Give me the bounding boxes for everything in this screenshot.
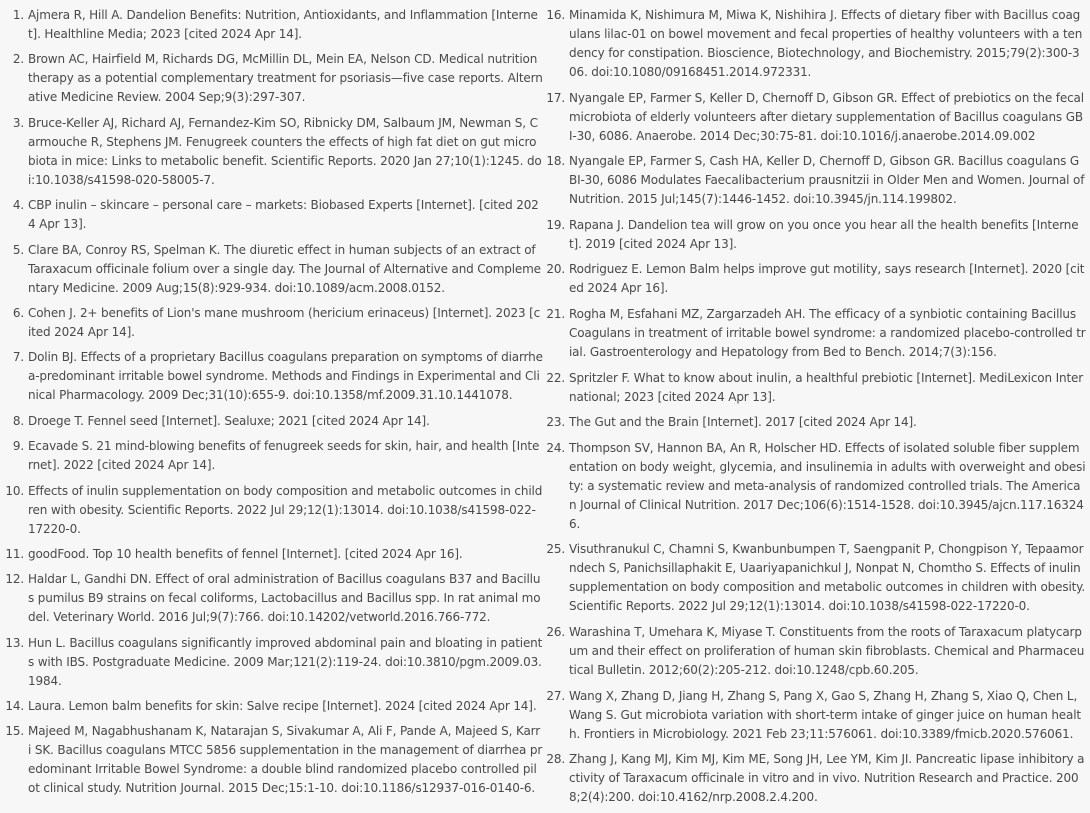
reference-item [545, 6, 1086, 82]
reference-item [4, 6, 543, 44]
reference-text: Bruce-Keller AJ, Richard AJ, Fernandez-Kim SO, Ribnicky DM, Salbaum JM, Newman S, Carmouche R, Stephens JM. Fenugreek counters the effects of high fat diet on gut microbiota in mice: Links to metabolic benefit. Scientific Reports. 2020 Jan 27;10(1):1245. doi:10.1038/s41598-020-58005-7. [28, 115, 542, 187]
reference-text: Ajmera R, Hill A. Dandelion Benefits: Nutrition, Antioxidants, and Inflammation [Internet]. Healthline Media; 2023 [cited 2024 Apr 14]. [28, 8, 538, 41]
reference-item [4, 114, 543, 190]
reference-number: 20. [546, 262, 565, 277]
reference-text: Nyangale EP, Farmer S, Cash HA, Keller D, Chernoff D, Gibson GR. Bacillus coagulans GBI-30, 6086 Modulates Faecalibacterium prausnitzii in Older Men and Women. Journal of Nutrition. 2015 Jul;145(7):1446-1452. doi:10.3945/jn.114.199802. [569, 154, 1085, 207]
reference-number: 12. [5, 572, 24, 587]
reference-text: Nyangale EP, Farmer S, Keller D, Chernoff D, Gibson GR. Effect of prebiotics on the fecal microbiota of elderly volunteers after dietary supplementation of Bacillus coagulans GBI-30, 6086. Anaerobe. 2014 Dec;30:75-81. doi:10.1016/j.anaerobe.2014.09.002 [569, 90, 1084, 143]
reference-item [4, 50, 543, 107]
reference-number: 14. [5, 699, 24, 714]
reference-item [545, 305, 1086, 362]
reference-item [545, 413, 1086, 432]
reference-text: Hun L. Bacillus coagulans significantly improved abdominal pain and bloating in patients with IBS. Postgraduate Medicine. 2009 Mar;121(2):119-24. doi:10.3810/pgm.2009.03.1984. [28, 635, 543, 688]
reference-text: goodFood. Top 10 health benefits of fennel [Internet]. [cited 2024 Apr 16]. [28, 546, 463, 561]
reference-text: Spritzler F. What to know about inulin, a healthful prebiotic [Internet]. MediLexicon International; 2023 [cited 2024 Apr 13]. [569, 370, 1084, 404]
reference-number: 9. [12, 439, 24, 454]
reference-item [545, 750, 1086, 807]
reference-text: Haldar L, Gandhi DN. Effect of oral administration of Bacillus coagulans B37 and Bacillus pumilus B9 strains on fecal coliforms, Lactobacillus and Bacillus spp. In rat animal model. Veterinary World. 2016 Jul;9(7):766. doi:10.14202/vetworld.2016.766-772. [28, 572, 541, 625]
reference-item [4, 545, 543, 564]
reference-number: 16. [546, 8, 565, 22]
reference-item [4, 722, 543, 798]
references-list-right [545, 6, 1086, 813]
reference-item [545, 260, 1086, 298]
reference-text: Wang X, Zhang D, Jiang H, Zhang S, Pang X, Gao S, Zhang H, Zhang S, Xiao Q, Chen L, Wang S. Gut microbiota variation with short-term intake of ginger juice on human health. Frontiers in Microbiology. 2021 Feb 23;11:576061. doi:10.3389/fmicb.2020.576061. [569, 688, 1081, 741]
reference-text: Warashina T, Umehara K, Miyase T. Constituents from the roots of Taraxacum platycarpum and their effect on proliferation of human skin fibroblasts. Chemical and Pharmaceutical Bulletin. 2012;60(2):205-212. doi:10.1248/cpb.60.205. [569, 624, 1085, 677]
reference-item [4, 304, 543, 342]
reference-item [545, 369, 1086, 407]
reference-number: 28. [546, 752, 565, 767]
reference-item [545, 89, 1086, 146]
reference-text: Rodriguez E. Lemon Balm helps improve gut motility, says research [Internet]. 2020 [cited 2024 Apr 16]. [569, 262, 1085, 296]
reference-text: Majeed M, Nagabhushanam K, Natarajan S, Sivakumar A, Ali F, Pande A, Majeed S, Karri SK. Bacillus coagulans MTCC 5856 supplementation in the management of diarrhea predominant Irritable Bowel Syndrome: a double blind randomized placebo controlled pilot clinical study. Nutrition Journal. 2015 Dec;15:1-10. doi:10.1186/s12937-016-0140-6. [28, 724, 543, 796]
reference-item [545, 216, 1086, 254]
reference-number: 25. [546, 542, 565, 557]
reference-item [545, 439, 1086, 534]
reference-text: Minamida K, Nishimura M, Miwa K, Nishihira J. Effects of dietary fiber with Bacillus coagulans lilac-01 on bowel movement and fecal properties of healthy volunteers with a tendency for constipation. Bioscience, Biotechnology, and Biochemistry. 2015;79(2):300-306. doi:10.1080/09168451.2014.972331. [569, 8, 1083, 79]
reference-text: Clare BA, Conroy RS, Spelman K. The diuretic effect in human subjects of an extract of Taraxacum officinale folium over a single day. The Journal of Alternative and Complementary Medicine. 2009 Aug;15(8):929-934. doi:10.1089/acm.2008.0152. [28, 242, 541, 295]
reference-text: Zhang J, Kang MJ, Kim MJ, Kim ME, Song JH, Lee YM, Kim JI. Pancreatic lipase inhibitory activity of Taraxacum officinale in vitro and in vivo. Nutrition Research and Practice. 2008;2(4):200. doi:10.4162/nrp.2008.2.4.200. [569, 752, 1085, 805]
reference-number: 17. [546, 90, 565, 105]
reference-text: Brown AC, Hairfield M, Richards DG, McMillin DL, Mein EA, Nelson CD. Medical nutrition therapy as a potential complementary treatment for psoriasis—five case reports. Alternative Medicine Review. 2004 Sep;9(3):297-307. [28, 52, 543, 105]
reference-item [4, 697, 543, 716]
reference-text: Rogha M, Esfahani MZ, Zargarzadeh AH. The efficacy of a synbiotic containing Bacillus Coagulans in treatment of irritable bowel syndrome: a randomized placebo-controlled trial. Gastroenterology and Hepatology from Bed to Bench. 2014;7(3):156. [569, 306, 1086, 359]
reference-text: Rapana J. Dandelion tea will grow on you once you hear all the health benefits [Internet]. 2019 [cited 2024 Apr 13]. [569, 217, 1079, 251]
reference-item [545, 540, 1086, 616]
reference-number: 4. [12, 198, 24, 213]
reference-number: 15. [5, 724, 24, 739]
reference-item [4, 348, 543, 405]
reference-number: 23. [546, 415, 565, 430]
reference-text: The Gut and the Brain [Internet]. 2017 [cited 2024 Apr 14]. [569, 415, 917, 430]
reference-number: 27. [546, 688, 565, 703]
reference-number: 3. [12, 115, 24, 130]
reference-item [545, 687, 1086, 744]
reference-item [545, 623, 1086, 680]
reference-number: 1. [12, 8, 24, 22]
reference-text: Cohen J. 2+ benefits of Lion's mane mushroom (hericium erinaceus) [Internet]. 2023 [cited 2024 Apr 14]. [28, 305, 541, 339]
reference-item [4, 482, 543, 539]
reference-number: 2. [12, 52, 24, 67]
reference-number: 21. [546, 306, 565, 321]
reference-number: 10. [5, 483, 24, 498]
reference-number: 6. [12, 305, 24, 320]
reference-text: Visuthranukul C, Chamni S, Kwanbunbumpen T, Saengpanit P, Chongpison Y, Tepaamorndech S, Panichsillaphakit E, Uaariyapanichkul J, Nonpat N, Chomtho S. Effects of inulin supplementation on body composition and metabolic outcomes in children with obesity. Scientific Reports. 2022 Jul 29;12(1):13014. doi:10.1038/s41598-022-17220-0. [569, 542, 1086, 614]
reference-text: Thompson SV, Hannon BA, An R, Holscher HD. Effects of isolated soluble fiber supplementation on body weight, glycemia, and insulinemia in adults with overweight and obesity: a systematic review and meta-analysis of randomized controlled trials. The American Journal of Clinical Nutrition. 2017 Dec;106(6):1514-1528. doi:10.3945/ajcn.117.163246. [569, 440, 1086, 531]
reference-text: Dolin BJ. Effects of a proprietary Bacillus coagulans preparation on symptoms of diarrhea-predominant irritable bowel syndrome. Methods and Findings in Experimental and Clinical Pharmacology. 2009 Dec;31(10):655-9. doi:10.1358/mf.2009.31.10.1441078. [28, 350, 543, 403]
reference-item [4, 634, 543, 691]
reference-number: 19. [546, 217, 565, 232]
reference-text: Ecavade S. 21 mind-blowing benefits of fenugreek seeds for skin, hair, and health [Internet]. 2022 [cited 2024 Apr 14]. [28, 439, 540, 473]
reference-item [4, 437, 543, 475]
reference-number: 18. [546, 154, 565, 169]
reference-number: 11. [5, 546, 24, 561]
reference-item [545, 152, 1086, 209]
reference-item [4, 412, 543, 431]
reference-text: Laura. Lemon balm benefits for skin: Salve recipe [Internet]. 2024 [cited 2024 Apr 14]. [28, 699, 537, 714]
reference-number: 7. [12, 350, 24, 365]
reference-item [4, 241, 543, 298]
reference-number: 13. [5, 635, 24, 650]
reference-number: 26. [546, 624, 565, 639]
references-list-left [4, 6, 543, 813]
reference-text: Droege T. Fennel seed [Internet]. Sealuxe; 2021 [cited 2024 Apr 14]. [28, 413, 430, 428]
reference-text: CBP inulin – skincare – personal care – markets: Biobased Experts [Internet]. [cited 2024 Apr 13]. [28, 198, 539, 232]
reference-number: 5. [12, 242, 24, 257]
reference-text: Effects of inulin supplementation on body composition and metabolic outcomes in children with obesity. Scientific Reports. 2022 Jul 29;12(1):13014. doi:10.1038/s41598-022-17220-0. [28, 483, 543, 536]
reference-number: 24. [546, 440, 565, 455]
reference-item [4, 196, 543, 234]
reference-number: 8. [12, 413, 24, 428]
reference-number: 22. [546, 370, 565, 385]
reference-item [4, 570, 543, 627]
